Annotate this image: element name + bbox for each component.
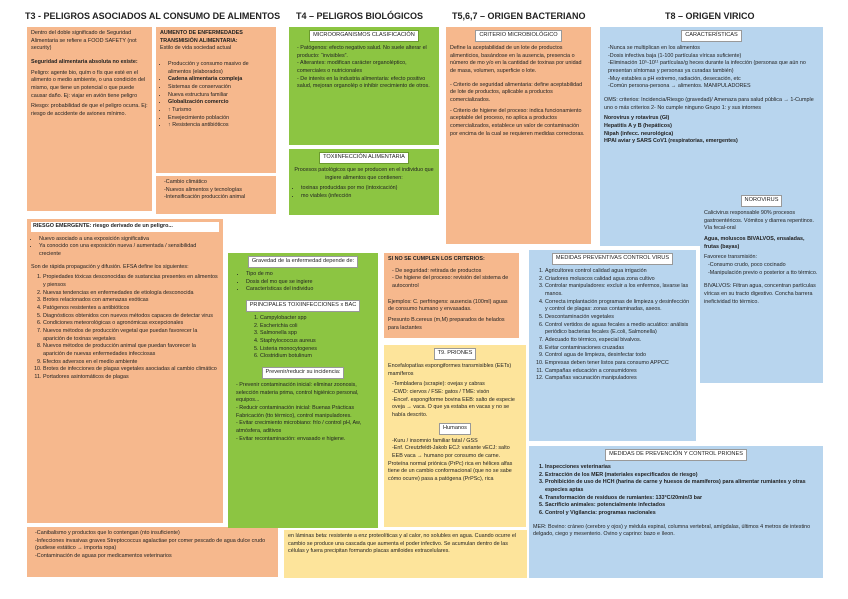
- list-item: 2. Criadores moluscos calidad agua zona cultivo: [545, 276, 692, 284]
- list-item: • ↑ Turismo: [168, 107, 272, 115]
- list-item: -Dosis infectiva baja (1-100 partículas víricas suficiente): [608, 52, 742, 59]
- t567-crit-b: - Criterio de seguridad alimentaria: define aceptabilidad de lote de productos, aplicable a productos comercializados.: [450, 81, 583, 103]
- list-item: • Envejecimiento población: [168, 115, 272, 123]
- t4-prev-title: Prevenir/reducir su incidencia:: [262, 367, 345, 379]
- list-item: • Producción y consumo masivo de alimentos (elaborados): [168, 61, 272, 76]
- t8-noro-d: BIVALVOS: Filtran agua, concentran partículas víricas en su tracto digestivo. Concha barrera ineficividad tto térmico.: [704, 283, 816, 305]
- t3-cambio-box: [156, 176, 276, 214]
- list-item: 4. Staphylococcus aureus: [260, 338, 374, 346]
- list-item: 5. Diagnósticos obtenidos con nuevos métodos capaces de detectar virus: [43, 313, 219, 321]
- t567-ejemplos: Ejemplos: C. perfringens: ausencia (100ml) aguas de consumo humano y envasadas.: [388, 298, 508, 313]
- list-item: 3. Prohibición de uso de HCH (harina de carne y huesos de mamíferos) para alimentar rumiantes y otras especies aptas: [545, 479, 819, 494]
- t8-mpc-box: [529, 446, 823, 578]
- list-item: 8. Nuevos métodos de producción animal que puedan favorecer la aparición de nuevas enfermedades infecciosas: [43, 343, 219, 358]
- t8-noro-b: Agua, moluscos BIVALVOS, ensaladas, frutas (bayas): [704, 235, 805, 250]
- t8-noro-list: [704, 262, 819, 277]
- list-item: - Evitar crecimiento microbiano: frío / control pH, Aw, atmósfera, aditivos: [236, 420, 362, 434]
- list-item: -Encef. espongiforme bovina EEB: salto de especie oveja → vaca. O que ya estaba en vacas y no se había descrito.: [392, 396, 515, 418]
- t3-cambio-list: [160, 179, 272, 202]
- list-item: • Nuevo asociado a una exposición significativa: [39, 236, 219, 244]
- t3-riesgo-title: RIESGO EMERGENTE: riesgo derivado de un peligro...: [31, 222, 219, 232]
- list-item: - De higiene del proceso: revisión del sistema de autocontrol: [392, 275, 509, 290]
- t3-bottom-list: [31, 530, 274, 561]
- list-item: 1. Propiedades tóxicas desconocidas de sustancias presentes en alimentos y piensos: [43, 274, 219, 289]
- list-item: 7. Nuevos métodos de producción vegetal que puedan favorecer la aparición de toxinas vegetales: [43, 328, 219, 343]
- t8-two-col: [604, 97, 819, 146]
- list-item: 6. Condiciones meteorológicas o agronómicas excepcionales: [43, 320, 219, 328]
- t4-micro-list: [293, 45, 435, 91]
- list-item: 5. Listeria monocytogenes: [260, 346, 374, 354]
- t9-list: [388, 381, 522, 419]
- list-item: -Tembladera (scrapie): ovejas y cabras: [392, 381, 485, 388]
- header-t8: T8 – ORIGEN VIRICO: [665, 11, 755, 21]
- list-item: 2. Escherichia coli: [260, 323, 374, 331]
- list-item: -Kuru / insomnio familiar fatal / GSS: [392, 437, 478, 444]
- t8-noro-a: Calicivirus responsable 90% procesos gastroentéricos. Vómitos y diarrea repentinos. Vía fecal-oral: [704, 209, 814, 232]
- list-item: 3. Brotes relacionados con amenazas exóticas: [43, 297, 219, 305]
- t3-riesgo-text: Son de rápida propagación y difusión. EFSA define los siguientes:: [31, 263, 189, 270]
- list-item: 6. Clostridium botulinum: [260, 353, 374, 361]
- list-item: - De interés en la industria alimentaria: efecto positivo salud, mejoran organolép o inhibir crecimiento de otros.: [297, 75, 430, 90]
- t567-crit-a: Define la aceptabilidad de un lote de productos alimenticios, basándose en la ausencia, presencia o número de mo y/o en la cantidad de toxinas por unidad de masa, volumen, superficie o lote.: [450, 44, 582, 74]
- t3-aumento-title: AUMENTO DE ENFERMEDADES TRANSMISIÓN ALIMENTARIA:: [160, 30, 243, 44]
- t8-groups-list: [604, 115, 819, 146]
- list-item: • Nueva estructura familiar: [168, 92, 272, 100]
- list-item: 2. Extracción de los MER (materiales especificados de riesgo): [545, 472, 819, 480]
- list-item: -Nuevos alimentos y tecnologías: [164, 186, 242, 193]
- list-item: -Intensificación producción animal: [164, 194, 246, 201]
- list-item: -Manipulación previo o posterior a tto térmico.: [708, 269, 818, 276]
- t567-nocumple-title: SI NO SE CUMPLEN LOS CRITERIOS:: [388, 256, 485, 262]
- t3-aumento-sub: Estilo de vida sociedad actual: [160, 45, 232, 52]
- list-item: 6. Control y Vigilancia: programas nacionales: [545, 510, 819, 518]
- t9-humanos-title: Humanos: [439, 423, 471, 435]
- t3-intro-box: [27, 27, 152, 211]
- list-item: 3. Salmonella spp: [260, 330, 374, 338]
- list-item: -Eliminación 10⁵-10¹¹ partículas/g heces durante la infección (personas que aún no presentan síntomas y personas ya curadas también): [608, 60, 806, 74]
- list-item: 5. Sacrificio animales: potencialmente infectados: [545, 502, 819, 510]
- list-item: Nipah (infecc. neurológica): [604, 130, 674, 137]
- list-item: - Patógenos: efecto negativo salud. No suele alterar el producto: “invisibles”.: [297, 44, 427, 59]
- list-item: 12. Campañas vacunación manipuladores: [545, 375, 692, 383]
- t8-carac-title: CARACTERÍSTICAS: [681, 30, 742, 42]
- t3-intro-c: Peligro: agente bio, quím o fís que esté en el alimento o medio ambiente, o una condición del mismo, que tiene un potencial o que puede causar daño. Ej: viajar en avión tiene peligro: [31, 69, 146, 99]
- list-item: HPAI aviar y SARS CoV1 (respiratorias, emergentes): [604, 138, 738, 145]
- t567-nocumple-list: [388, 268, 515, 291]
- list-item: -Nunca se multiplican en los alimentos: [608, 44, 700, 51]
- t8-mpv-title: MEDIDAS PREVENTIVAS CONTROL VIRUS: [552, 253, 673, 265]
- list-item: • Globalización comercio: [168, 99, 272, 107]
- list-item: 2. Nuevas tendencias en enfermedades de etiología desconocida: [43, 290, 219, 298]
- list-item: -Infecciones invasivas graves Streptococcus agalactiae por comer pescado de agua dulce crudo (pudiese estático → importa ropa): [35, 537, 266, 552]
- list-item: 9. Control agua de limpieza, desinfectar todo: [545, 352, 692, 360]
- list-item: 4. Correcta implantación programas de limpieza y desinfección y control de plagas: zonas contaminadas, aseos.: [545, 299, 692, 314]
- t3-aumento-box: [156, 27, 276, 173]
- list-item: 6. Control vertidos de aguas fecales a medio acuático: análisis periódico bacterias fecales (E.coli, Salmonella): [545, 322, 692, 337]
- t567-crit-box: [446, 27, 591, 244]
- t8-mpv-box: [529, 250, 696, 441]
- t8-carac-list: [604, 45, 819, 91]
- list-item: 11. Portadores asintomáticos de plagas: [43, 374, 219, 382]
- t3-intro-d: Riesgo: probabilidad de que el peligro ocurra. Ej: riesgo de accidente de aviones mínimo.: [31, 103, 148, 118]
- t9-bottom-box: [284, 530, 527, 578]
- list-item: 7. Adecuado tto térmico, especial bivalvos.: [545, 337, 692, 345]
- t9-intro: Encefalopatías espongiformes transmisibles (EETs) mamíferos: [388, 362, 512, 377]
- t3-riesgo-bullets: [31, 236, 219, 259]
- t567-nocumple-box: [384, 253, 519, 338]
- list-item: - Prevenir contaminación inicial: eliminar zoonosis, selección materia prima, control higiénico personal, equipos...: [236, 381, 359, 404]
- list-item: -Muy estables a pH extremo, radiación, desecación, etc: [608, 75, 741, 82]
- header-t4: T4 – PELIGROS BIOLÓGICOS: [296, 11, 424, 21]
- t4-grav-list: [232, 271, 374, 294]
- t9-humanos-text: Proteína normal priónica (PrPc) rica en hélices alfas tiene de un cambio conformacional (que no se sabe cómo ocurre) pasa a patógena (PrPSc), rica: [388, 460, 513, 482]
- list-item: 4. Transformación de residuos de rumiantes: 133°C/20min/3 bar: [545, 495, 819, 503]
- t4-pral-title: PRINCIPALES TOXIINFECCIONES x BAC: [246, 300, 361, 312]
- list-item: -Común persona-persona → alimentos. MANIPULADORES: [608, 83, 751, 90]
- list-item: -CWD: ciervos / FSE: gatos / TME: visón: [392, 388, 490, 395]
- t3-riesgo-list: [31, 274, 219, 381]
- list-item: • Características del individuo: [246, 286, 374, 294]
- t4-grav-box: [228, 253, 378, 528]
- list-item: -Canibalismo y productos que lo contengan (nto insuficiente): [35, 530, 180, 536]
- list-item: • ↑ Resistencia antibióticos: [168, 122, 272, 130]
- list-item: 8. Evitar contaminaciones cruzadas: [545, 345, 692, 353]
- t9-title: T9. PRIONES: [434, 348, 477, 360]
- t8-noro-title: NOROVIRUS: [741, 195, 783, 207]
- t567-presunto: Presunto B.cereus (m,M) preparados de helados para lactantes: [388, 317, 505, 331]
- list-item: • Sistemas de conservación: [168, 84, 272, 92]
- list-item: -Enf. Creutzfeldt-Jakob ECJ: variante vECJ: salto EEB vaca → humano por consumo de carne.: [392, 445, 510, 459]
- list-item: Hepatitis A y B (hepáticos): [604, 122, 672, 129]
- t4-prev-list: [232, 382, 374, 443]
- t4-micro-title: MICROORGANISMOS CLASIFICACIÓN: [309, 30, 419, 42]
- list-item: • Tipo de mo: [246, 271, 374, 279]
- t4-toxi-box: [289, 149, 439, 215]
- t3-bottom-box: [27, 527, 278, 577]
- header-t3: T3 - PELIGROS ASOCIADOS AL CONSUMO DE ALIMENTOS: [25, 11, 281, 21]
- list-item: -Contaminación de aguas por medicamentos veterinarios: [35, 553, 172, 560]
- t9-humanos-list: [388, 438, 522, 461]
- list-item: 1. Inspecciones veterinarias: [545, 464, 819, 472]
- t8-noro-c: Favorece transmisión:: [704, 254, 758, 261]
- t4-micro-box: [289, 27, 439, 145]
- t8-mpc-list: [533, 464, 819, 518]
- t8-left-col: [604, 97, 819, 146]
- list-item: 5. Descontaminación vegetales: [545, 314, 692, 322]
- list-item: 4. Patógenos resistentes a antibióticos: [43, 305, 219, 313]
- t9-bottom-text: en láminas beta: resistente a enz proteolíticas y al calor, no solubles en agua. Cuando ocurre el cambio se produce una cascada que aumenta el poder infectivo. Se acumulan dentro de las células y fuera precipitan formando placas amiloides extracelulares.: [288, 533, 517, 555]
- list-item: 1. Agricultores control calidad agua irrigación: [545, 268, 692, 276]
- t3-riesgo-box: [27, 219, 223, 523]
- header-t567: T5,6,7 – ORIGEN BACTERIANO: [452, 11, 586, 21]
- t4-toxi-list: [293, 185, 435, 200]
- t4-toxi-text: Procesos patológicos que se producen en el individuo que ingiere alimentos que contienen:: [294, 166, 434, 181]
- list-item: - De seguridad: retirada de productos: [392, 267, 482, 274]
- t8-mer: MER: Bovino: cráneo (cerebro y ojos) y médula espinal, columna vertebral, amígdalas, últimos 4 metros de intestino delgado, ciego y mesenterio. Ovino y caprino: bazo e íleon.: [533, 523, 811, 538]
- list-item: 11. Campañas educación a consumidores: [545, 368, 692, 376]
- list-item: - Reducir contaminación inicial: Buenas Prácticas Fabricación (tto térmico), control manipuladores.: [236, 404, 355, 419]
- list-item: • toxinas producidas por mo (intoxicación): [301, 185, 435, 193]
- list-item: 9. Efectos adversos en el medio ambiente: [43, 359, 219, 367]
- list-item: • mo viables (infección: [301, 193, 435, 201]
- list-item: -Cambio climático: [164, 179, 207, 185]
- list-item: -Consumo crudo, poco cocinado: [708, 261, 786, 268]
- t567-crit-c: - Criterio de higiene del proceso: indica funcionamiento aceptable del proceso, no aplica a productos comercializados, establece un valor de contaminación por encima de la cual se requieren medidas correctoras.: [450, 107, 585, 137]
- list-item: • Dosis del mo que se ingiere: [246, 279, 374, 287]
- t8-mpv-list: [533, 268, 692, 383]
- t9-priones-box: [384, 345, 526, 527]
- t3-intro-b: Seguridad alimentaria absoluta no existe:: [31, 59, 138, 66]
- t3-intro-a: Dentro del doble significado de Seguridad Alimentaria se refiere a FOOD SAFETY (not security): [31, 30, 137, 52]
- t567-crit-title: CRITERIO MICROBIOLÓGICO: [475, 30, 561, 42]
- list-item: - Evitar recontaminación: envasado e higiene.: [236, 435, 346, 442]
- t8-mpc-title: MEDIDAS DE PREVENCIÓN Y CONTROL PRIONES: [605, 449, 747, 461]
- t8-oms: OMS: criterios: Incidencia/Riesgo (gravedad)/ Amenaza para salud pública → 1-Cumple uno o más criterios 2- No cumple ninguno Grupo 1: y sus intornes: [604, 96, 814, 111]
- list-item: 3. Controlar manipuladores: excluir a los enfermos, lavarse las manos.: [545, 283, 692, 298]
- list-item: 1. Campylobacter spp: [260, 315, 374, 323]
- t4-pral-list: [232, 315, 374, 361]
- list-item: Norovirus y rotavirus (GI): [604, 115, 670, 122]
- list-item: • Ya conocido con una exposición nueva / aumentada / sensibilidad creciente: [39, 243, 219, 258]
- t8-noro-box: [700, 192, 823, 383]
- t4-grav-title: Gravedad de la enfermedad depende de:: [248, 256, 358, 268]
- list-item: - Alterantes: modifican carácter organoléptico, comerciales o nutricionales: [297, 60, 407, 74]
- t4-toxi-title: TOXIINFECCIÓN ALIMENTARIA: [319, 152, 409, 164]
- list-item: 10. Brotes de infecciones de plagas vegetales asociadas al cambio climático: [43, 366, 219, 374]
- t3-aumento-list: [160, 61, 272, 130]
- list-item: • Cadena alimentaria compleja: [168, 76, 272, 84]
- list-item: 10. Empresas deben tener listos para consumo APPCC: [545, 360, 692, 368]
